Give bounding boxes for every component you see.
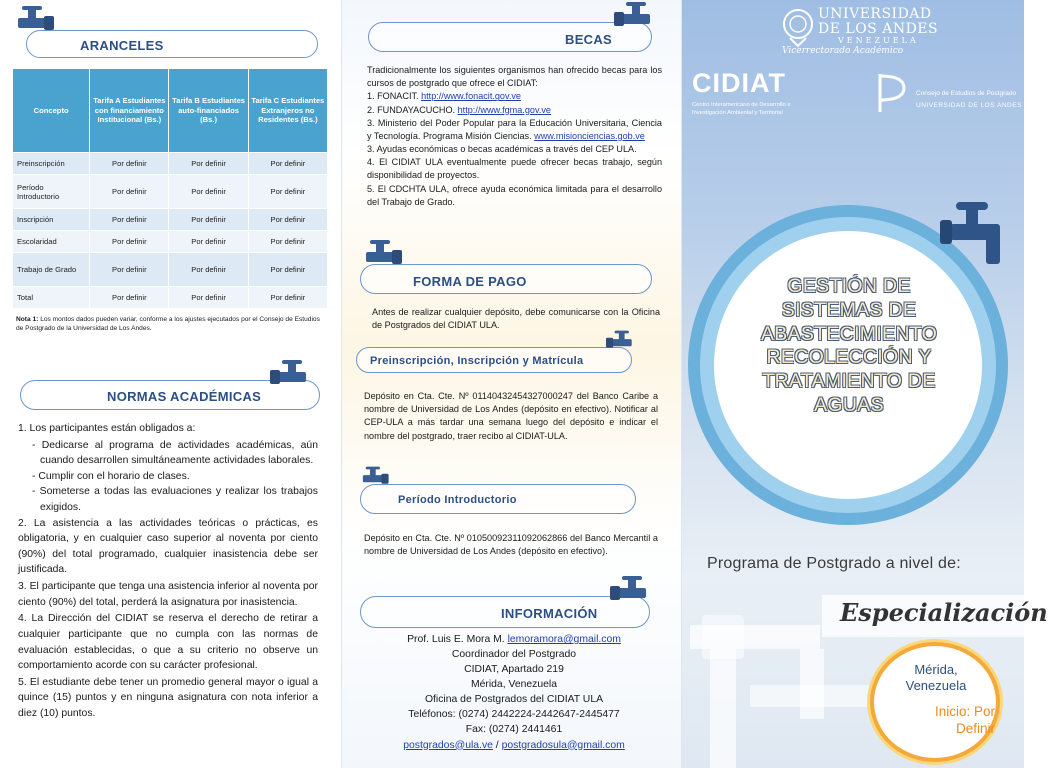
becas-item [367, 104, 662, 117]
contact-info [360, 632, 668, 753]
pago-intro: Antes de realizar cualquier depósito, debe comunicarse con la Oficina de Postgrados del CIDIAT ULA. [372, 307, 660, 331]
contact-name: Prof. Luis E. Mora M. [407, 634, 505, 645]
cover-title-line: RECOLECCIÓN Y [766, 346, 932, 369]
fees-note [16, 316, 328, 334]
aranceles-title: ARANCELES [80, 38, 164, 53]
table-row [13, 153, 328, 175]
table-header: Tarifa C Estudiantes Extranjeros no Residentes (Bs.) [248, 69, 327, 153]
table-cell: Por definir [169, 231, 248, 253]
contact-emails [360, 738, 668, 753]
table-row [13, 231, 328, 253]
becas-body [367, 64, 662, 209]
location-circle [870, 642, 1000, 762]
table-cell: Total [13, 287, 90, 309]
cidiat-subtitle: Centro Interamericano de Desarrollo e Investigación Ambiental y Territorial [692, 102, 791, 116]
location-text [880, 662, 992, 695]
table-cell: Trabajo de Grado [13, 253, 90, 287]
start-date [895, 704, 995, 738]
norm-item: 1. Los participantes están obligados a: [18, 423, 196, 434]
ula-line1: UNIVERSIDAD [818, 6, 932, 22]
becas-item: 4. El CIDIAT ULA eventualmente puede ofrecer becas trabajo, según disponibilidad de proyectos. [367, 157, 662, 181]
table-cell: Por definir [169, 287, 248, 309]
table-row [13, 287, 328, 309]
cover-title-line: AGUAS [814, 393, 884, 416]
fonacit-link[interactable]: http://www.fonacit.gov.ve [421, 91, 521, 102]
table-row [13, 253, 328, 287]
contact-office: Oficina de Postgrados del CIDIAT ULA [424, 694, 604, 706]
becas-item-label: 3. Ministerio del Poder Popular para la Educación Universitaria, Ciencia y Tecnología. Programa Misión Ciencias. [367, 117, 662, 141]
contact-role: Coordinador del Postgrado [451, 649, 577, 661]
cover-title-line: SISTEMAS DE [781, 298, 917, 321]
level-label: Especialización [840, 598, 1048, 627]
table-cell: Preinscripción [13, 153, 90, 175]
table-row [13, 175, 328, 209]
program-label: Programa de Postgrado a nivel de: [707, 555, 961, 572]
table-cell: Período Introductorio [13, 175, 90, 209]
table-header: Tarifa A Estudiantes con financiamiento Institucional (Bs.) [90, 69, 169, 153]
misionciencias-link[interactable]: www.misionciencias.gob.ve [534, 130, 645, 141]
table-cell: Por definir [169, 175, 248, 209]
table-cell: Por definir [169, 253, 248, 287]
table-header: Tarifa B Estudiantes auto-financiados (Bs.) [169, 69, 248, 153]
norm-item: 3. El participante que tenga una asistencia inferior al noventa por ciento (90%) del total, perderá la asignatura por inasistencia. [18, 581, 318, 608]
faucet-icon [362, 240, 404, 272]
cover-title-line: GESTIÓN DE [787, 275, 911, 297]
faucet-icon [614, 2, 656, 34]
table-cell: Escolaridad [13, 231, 90, 253]
pago-title: FORMA DE PAGO [413, 274, 527, 289]
ula-line3: VENEZUELA [838, 36, 919, 45]
norm-subitem: - Cumplir con el horario de clases. [32, 470, 190, 482]
norm-item: 4. La Dirección del CIDIAT se reserva el derecho de retirar a cualquier participante que no cumpla con las normas de evaluación establecidas, o que a su criterio no observe un comportamiento acorde con su carácter profesional. [18, 613, 318, 672]
location-country: Venezuela [905, 678, 967, 694]
aranceles-pill [26, 30, 318, 58]
location-city: Mérida, [914, 662, 958, 677]
table-cell: Por definir [90, 253, 169, 287]
ula-seal-icon [782, 8, 814, 48]
normas-title: NORMAS ACADÉMICAS [107, 389, 262, 404]
becas-item-label: 2. FUNDAYACUCHO. [367, 104, 456, 115]
contact-phones: Teléfonos: (0274) 2442224-2442647-2445477 [408, 709, 620, 721]
fees-note-label: Nota 1: [16, 316, 39, 323]
norms-list [18, 421, 318, 723]
norm-subitem: - Someterse a todas las evaluaciones y realizar los trabajos exigidos. [32, 486, 318, 514]
cover-title-line: TRATAMIENTO DE [762, 370, 936, 393]
faucet-icon [14, 6, 56, 38]
becas-title: BECAS [565, 32, 613, 47]
becas-item [367, 117, 662, 143]
faucet-icon [940, 198, 1012, 270]
table-cell: Por definir [248, 153, 327, 175]
becas-item: 3. Ayudas económicas o becas académicas a través del CEP ULA. [367, 144, 637, 155]
start-date-line2: Definir [955, 720, 995, 736]
pago-sub1-title: Preinscripción, Inscripción y Matrícula [370, 355, 584, 367]
table-cell: Por definir [248, 209, 327, 231]
becas-item: 5. El CDCHTA ULA, ofrece ayuda económica limitada para el desarrollo del Trabajo de Grado. [367, 183, 662, 207]
table-header-row [13, 69, 328, 153]
ula-line2: DE LOS ANDES [818, 21, 939, 37]
cover-title-line: ABASTECIMIENTO [760, 322, 938, 345]
norm-item: 5. El estudiante debe tener un promedio general mayor o igual a quince (15) puntos y en ninguna asignatura con nota inferior a diez (10) puntos. [18, 676, 318, 719]
start-date-line1: Inicio: Por [934, 704, 995, 719]
table-cell: Por definir [90, 231, 169, 253]
table-header: Concepto [13, 69, 90, 153]
becas-item [367, 90, 662, 103]
cep-line2: UNIVERSIDAD DE LOS ANDES [916, 102, 1022, 109]
fees-table [12, 68, 328, 309]
cep-line1: Consejo de Estudios de Postgrado [916, 90, 1017, 97]
table-cell: Por definir [248, 253, 327, 287]
becas-item-label: 1. FONACIT. [367, 91, 419, 102]
postgradosula-email-link[interactable]: postgradosula@gmail.com [501, 739, 625, 751]
table-cell: Por definir [90, 287, 169, 309]
contact-city: Mérida, Venezuela [470, 679, 558, 691]
norm-item: 2. La asistencia a las actividades teóricas o prácticas, es obligatoria, y en cualquier caso superior al noventa por ciento (90%) del total programado, cualquier inasistencia debe ser justificada. [18, 517, 318, 576]
becas-intro: Tradicionalmente los siguientes organismos han ofrecido becas para los cursos de postgrado que ofrece el CIDIAT: [367, 65, 662, 89]
postgrados-email-link[interactable]: postgrados@ula.ve [403, 739, 493, 751]
email-separator: / [492, 739, 502, 751]
info-title: INFORMACIÓN [501, 606, 598, 621]
fgma-link[interactable]: http://www.fgma.gov.ve [457, 104, 551, 115]
ula-line4: Vicerrectorado Académico [782, 46, 904, 56]
faucet-icon [360, 466, 390, 490]
contact-name-line [360, 632, 668, 647]
table-cell: Por definir [248, 175, 327, 209]
table-row [13, 209, 328, 231]
table-cell: Por definir [169, 209, 248, 231]
faucet-icon [606, 330, 636, 354]
contact-address: CIDIAT, Apartado 219 [464, 664, 564, 676]
cep-logo-icon [874, 72, 910, 114]
cover-title [724, 275, 974, 418]
cidiat-logo: CIDIAT [692, 68, 786, 98]
table-cell: Por definir [169, 153, 248, 175]
fees-note-text: Los montos dados pueden variar, conforme a los ajustes ejecutados por el Consejo de Estudios de Postgrado de la Universidad de Los Andes. [16, 316, 320, 332]
table-cell: Inscripción [13, 209, 90, 231]
pago-sub2-title: Período Introductorio [398, 494, 517, 506]
contact-email-link[interactable]: lemoramora@gmail.com [507, 634, 621, 645]
contact-fax: Fax: (0274) 2441461 [465, 724, 563, 736]
table-cell: Por definir [248, 231, 327, 253]
table-cell: Por definir [90, 175, 169, 209]
pago-sub2-text: Depósito en Cta. Cte. Nº 01050092311092062866 del Banco Mercantil a nombre de Universidad de Los Andes (depósito en efectivo). [364, 533, 658, 557]
table-cell: Por definir [90, 153, 169, 175]
pago-sub1-text: Depósito en Cta. Cte. Nº 01140432454327000247 del Banco Caribe a nombre de Universidad de Los Andes (depósito en efectivo). Notificar al CEP-ULA a más tardar una semana luego del depósito e indicar el nombre del postgrado, traer recibo al CIDIAT-ULA. [364, 391, 658, 441]
table-cell: Por definir [90, 209, 169, 231]
faucet-icon [610, 576, 652, 608]
faucet-icon [270, 360, 312, 392]
norm-subitem: - Dedicarse al programa de actividades académicas, aún cuando desarrollen simultáneamente actividades laborales. [32, 439, 318, 467]
table-cell: Por definir [248, 287, 327, 309]
